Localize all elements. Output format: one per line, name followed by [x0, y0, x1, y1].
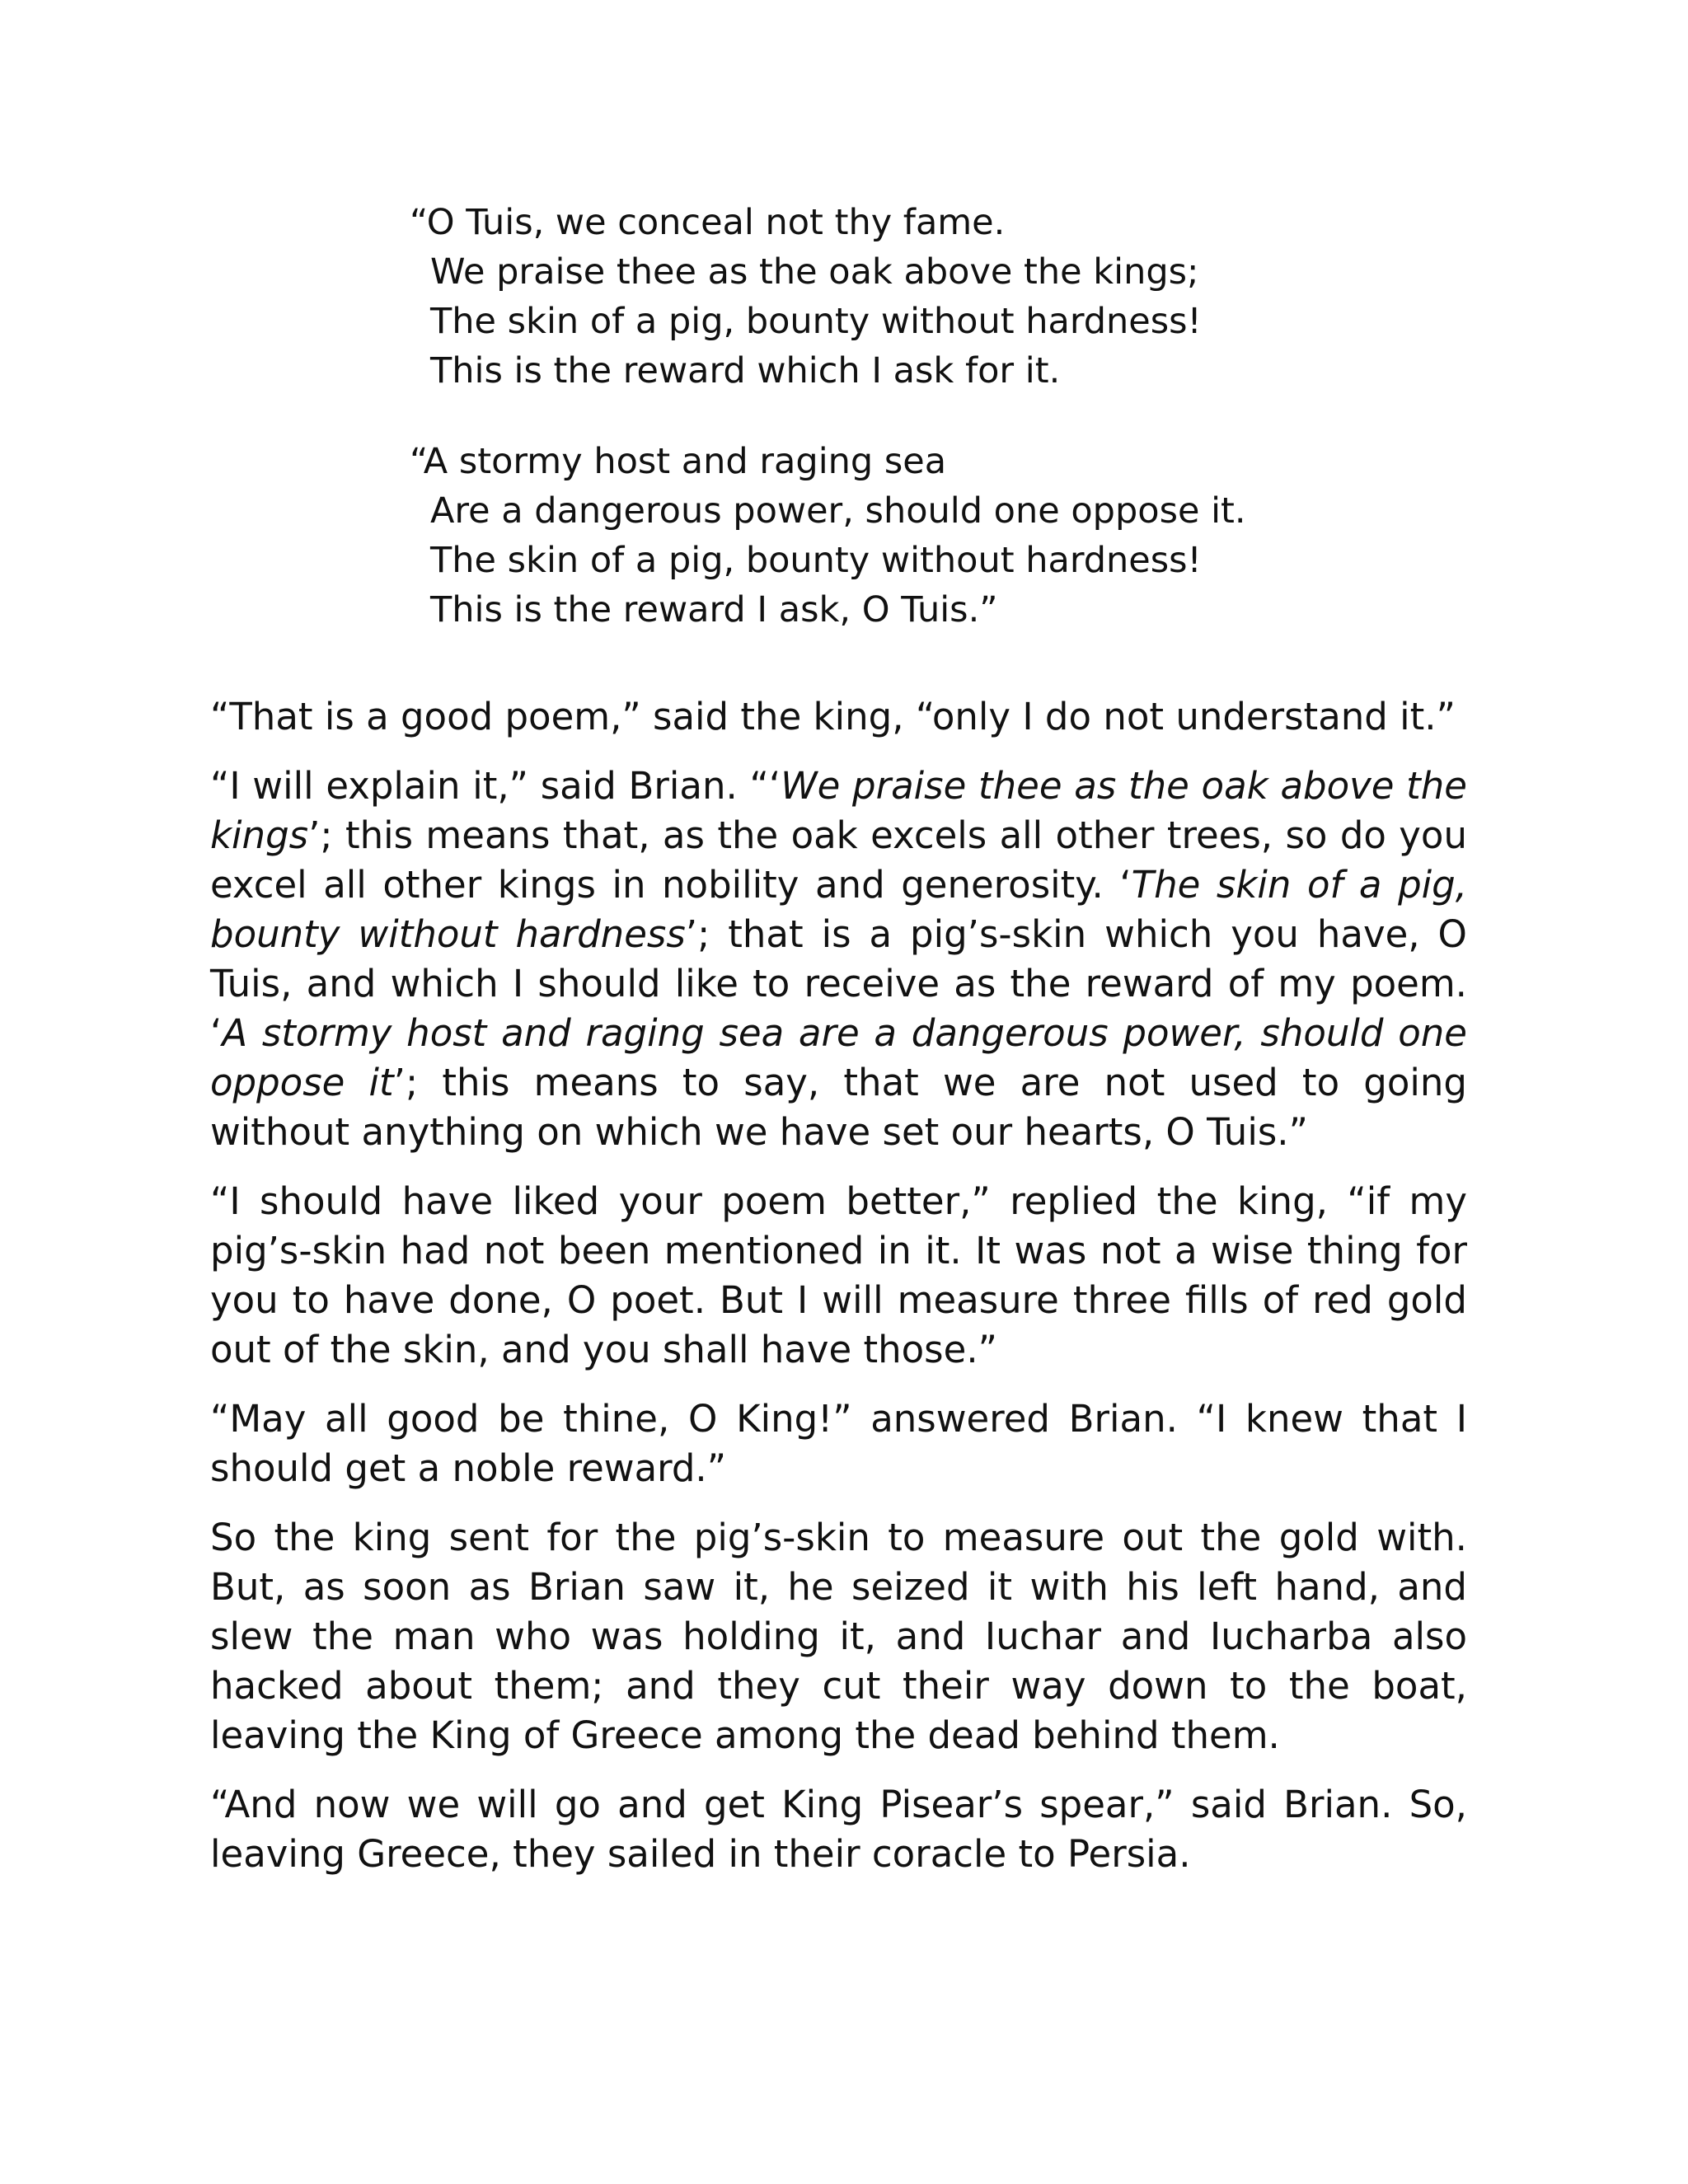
quoted-verse: A stormy host and raging sea are a dangerous power, should one oppose it [210, 1011, 1467, 1104]
poem-line: The skin of a pig, bounty without hardness! [430, 301, 1202, 342]
quoted-verse: We praise thee as the oak above the kings [210, 764, 1467, 857]
quoted-verse: The skin of a pig, bounty without hardness [210, 863, 1468, 956]
poem-stanza [410, 437, 1481, 635]
paragraph-text: ’; this means that, as the oak excels all other trees, so do you excel all other kings in nobility and generosity. ‘ [210, 813, 1467, 907]
poem-line: “O Tuis, we conceal not thy fame. [410, 202, 1006, 243]
poem-line: We praise thee as the oak above the kings; [430, 251, 1199, 293]
paragraph: “May all good be thine, O King!” answered Brian. “I knew that I should get a noble reward.” [210, 1397, 1467, 1490]
prose-body [210, 692, 1467, 1899]
poem-line: Are a dangerous power, should one oppose it. [430, 490, 1246, 532]
paragraph: “And now we will go and get King Pisear’s spear,” said Brian. So, leaving Greece, they sailed in their coracle to Persia. [210, 1783, 1467, 1876]
paragraph-text: “I will explain it,” said Brian. “‘ [210, 764, 781, 808]
poem-line: “A stormy host and raging sea [410, 441, 947, 482]
paragraph-text: ’; that is a pig’s-skin which you have, O Tuis, and which I should like to receive as the reward of my poem. ‘ [210, 912, 1467, 1055]
paragraph: “That is a good poem,” said the king, “only I do not understand it.” [210, 695, 1456, 738]
paragraph-text: ’; this means to say, that we are not used to going without anything on which we have set our hearts, O Tuis.” [210, 1061, 1467, 1154]
paragraph [210, 762, 1467, 1157]
paragraph: So the king sent for the pig’s-skin to measure out the gold with. But, as soon as Brian saw it, he seized it with his left hand, and slew the man who was holding it, and Iuchar and Iucharba also hacked about them; and they cut their way down to the boat, leaving the King of Greece among the dead behind them. [210, 1516, 1467, 1757]
poem-line: The skin of a pig, bounty without hardness! [430, 540, 1202, 581]
paragraph: “I should have liked your poem better,” replied the king, “if my pig’s-skin had not been mentioned in it. It was not a wise thing for you to have done, O poet. But I will measure three fills of red gold out of the skin, and you shall have those.” [210, 1179, 1467, 1371]
poem-stanza [410, 198, 1481, 396]
poem-line: This is the reward which I ask for it. [430, 350, 1061, 391]
poem-line: This is the reward I ask, O Tuis.” [430, 589, 998, 630]
